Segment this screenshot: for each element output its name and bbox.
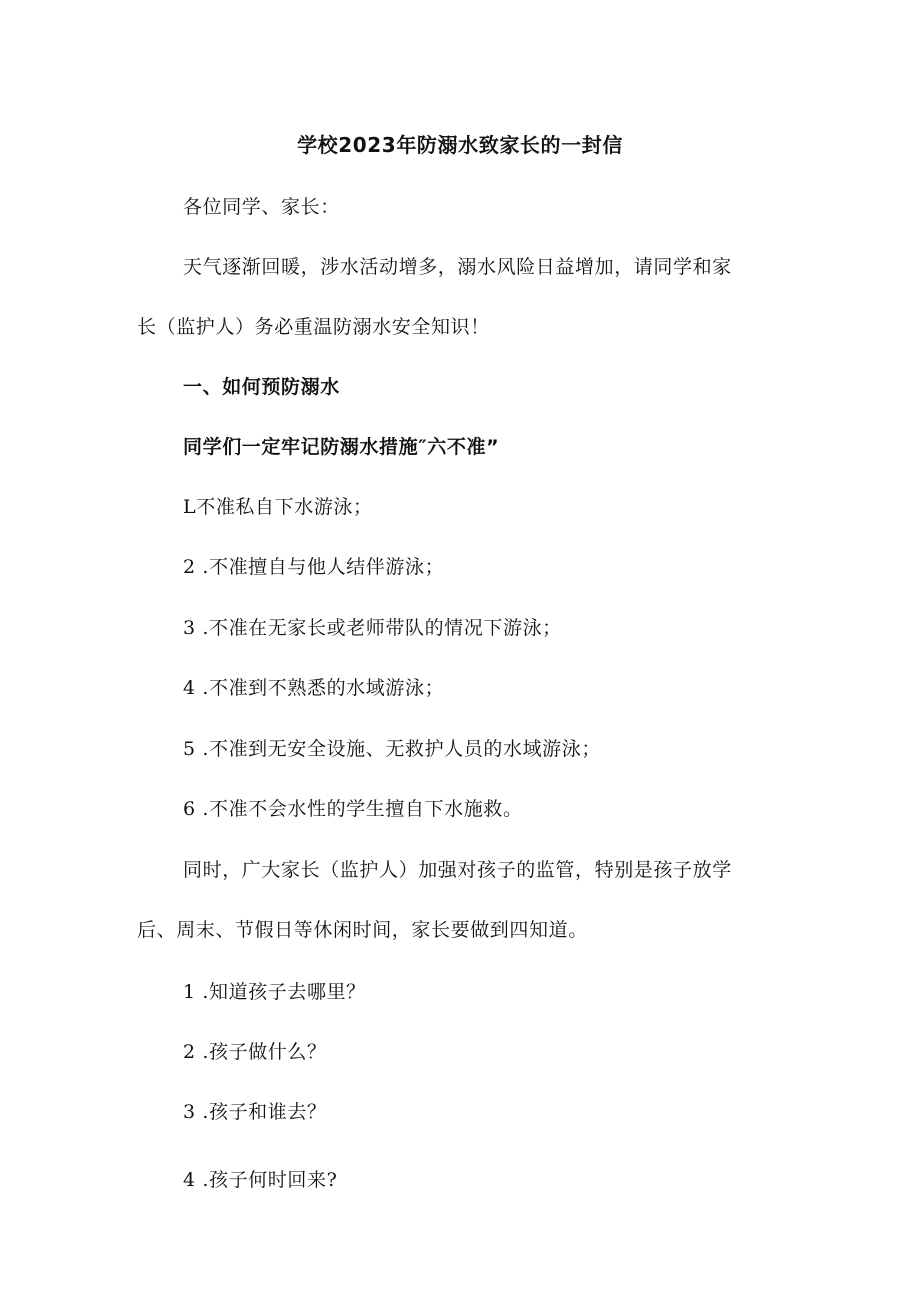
rule-item: 3 .不准在无家长或老师带队的情况下游泳； — [183, 617, 562, 639]
intro-line-2: 长（监护人）务必重温防溺水安全知识！ — [137, 316, 490, 338]
rule-item: 4 .不准到不熟悉的水域游泳； — [183, 677, 445, 699]
rule-item: 2 .不准擅自与他人结伴游泳； — [183, 556, 445, 578]
intro-line-1: 天气逐渐回暖，涉水活动增多，溺水风险日益增加，请同学和家 — [183, 256, 732, 278]
six-rules-heading: 同学们一定牢记防溺水措施″六不准” — [183, 436, 500, 458]
know-item: 3 .孩子和谁去？ — [183, 1101, 327, 1123]
rule-item: L不准私自下水游泳； — [183, 496, 373, 518]
parents-line-1: 同时，广大家长（监护人）加强对孩子的监管，特别是孩子放学 — [183, 859, 732, 881]
rule-item: 5 .不准到无安全设施、无救护人员的水域游泳； — [183, 738, 601, 760]
salutation: 各位同学、家长： — [183, 196, 340, 218]
know-item: 4 .孩子何时回来? — [183, 1169, 338, 1191]
know-item: 1 .知道孩子去哪里？ — [183, 981, 366, 1003]
parents-line-2: 后、周末、节假日等休闲时间，家长要做到四知道。 — [137, 919, 588, 941]
know-item: 2 .孩子做什么？ — [183, 1041, 327, 1063]
section-heading: 一、如何预防溺水 — [183, 376, 340, 398]
document-title: 学校2023年防溺水致家长的一封信 — [297, 133, 623, 157]
rule-item: 6 .不准不会水性的学生擅自下水施救。 — [183, 798, 523, 820]
